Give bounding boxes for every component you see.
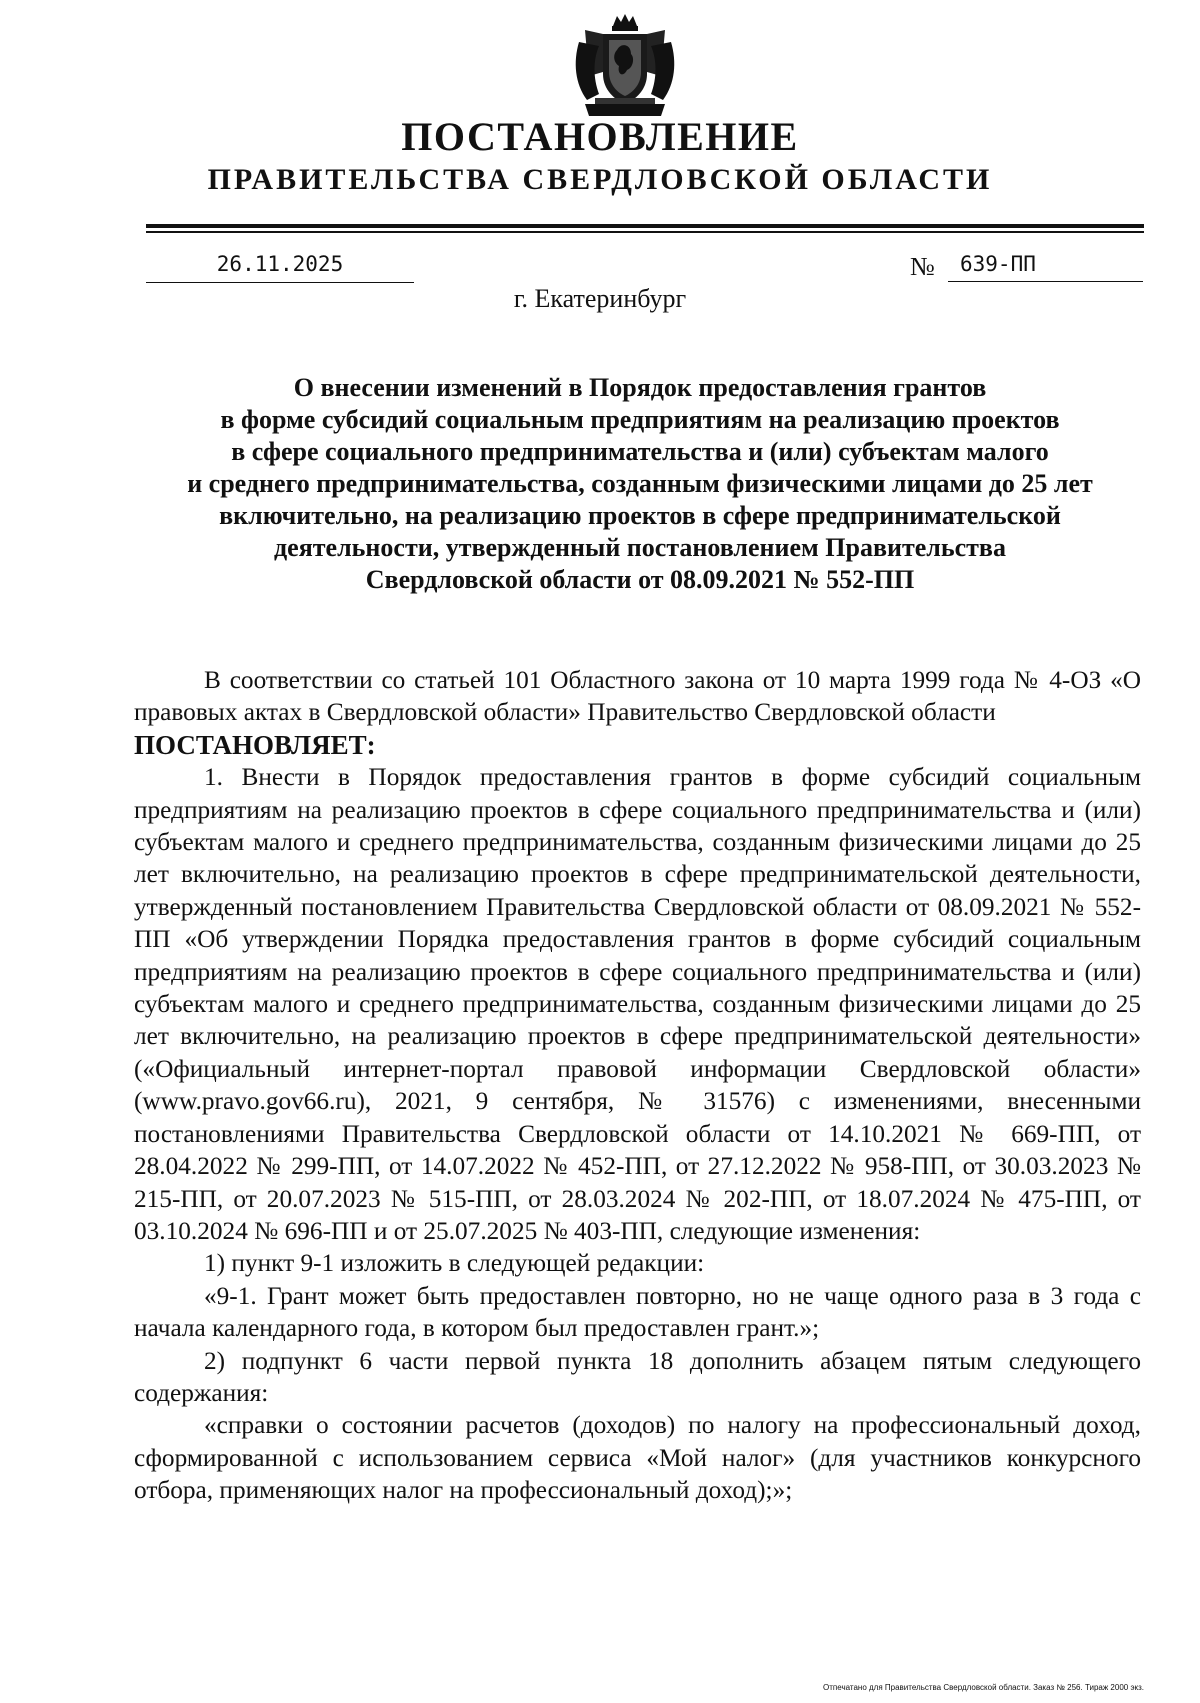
document-number: 639-ПП — [948, 246, 1143, 282]
city-name: г. Екатеринбург — [513, 284, 687, 313]
number-sign: № — [910, 252, 935, 281]
header-divider-thin — [146, 231, 1144, 233]
subitem-1-paragraph: 1) пункт 9-1 изложить в следующей редакции: — [204, 1249, 705, 1278]
resolves-heading: ПОСТАНОВЛЯЕТ: — [134, 729, 376, 760]
heading-line: в форме субсидий социальным предприятиям на реализацию проектов — [220, 405, 1060, 434]
header-divider-thick — [146, 224, 1144, 228]
heading-line: и среднего предпринимательства, созданным физическими лицами до 25 лет — [187, 469, 1093, 498]
heading-line: О внесении изменений в Порядок предоставления грантов — [293, 373, 987, 402]
document-heading — [150, 372, 1130, 596]
heading-line: в сфере социального предпринимательства и (или) субъектам малого — [231, 437, 1049, 466]
print-note: Отпечатано для Правительства Свердловской области. Заказ № 256. Тираж 2000 экз. — [823, 1683, 1144, 1692]
document-title: ПОСТАНОВЛЕНИЕ — [401, 114, 799, 159]
heading-line: деятельности, утвержденный постановлением Правительства — [274, 533, 1006, 562]
quote-2-paragraph: «справки о состоянии расчетов (доходов) по налогу на профессиональный доход, сформированной с использованием сервиса «Мой налог» (для участников конкурсного отбора, применяющих налог на профессиональный доход);»; — [134, 1411, 1141, 1505]
preamble-paragraph: В соответствии со статьей 101 Областного закона от 10 марта 1999 года № 4-ОЗ «О правовых актах в Свердловской области» Правительство Свердловской области — [134, 666, 1141, 727]
quote-1-paragraph: «9-1. Грант может быть предоставлен повторно, но не чаще одного раза в 3 года с начала календарного года, в котором был предоставлен грант.»; — [134, 1281, 1141, 1343]
coat-of-arms-emblem — [565, 12, 685, 122]
issuing-authority: ПРАВИТЕЛЬСТВА СВЕРДЛОВСКОЙ ОБЛАСТИ — [207, 163, 993, 196]
heading-line: Свердловской области от 08.09.2021 № 552-ПП — [365, 565, 915, 594]
item-1-paragraph: 1. Внести в Порядок предоставления грантов в форме субсидий социальным предприятиям на реализацию проектов в сфере социального предпринимательства и (или) субъектам малого и среднего предпринимательства, созданным физическими лицами до 25 лет включительно, на реализацию проектов в сфере предпринимательской деятельности, утвержденный постановлением Правительства Свердловской области от 08.09.2021 № 552-ПП «Об утверждении Порядка предоставления грантов в форме субсидий социальным предприятиям на реализацию проектов в сфере социального предпринимательства и (или) субъектам малого и среднего предпринимательства, созданным физическими лицами до 25 лет включительно, на реализацию проектов в сфере предпринимательской деятельности» («Официальный интернет-портал правовой информации Свердловской области» (www.pravo.gov66.ru), 2021, 9 сентября, № 31576) с изменениями, внесенными постановлениями Правительства Свердловской области от 14.10.2021 № 669-ПП, от 28.04.2022 № 299-ПП, от 14.07.2022 № 452-ПП, от 27.12.2022 № 958-ПП, от 30.03.2023 № 215-ПП, от 20.07.2023 № 515-ПП, от 28.03.2024 № 202-ПП, от 18.07.2024 № 475-ПП, от 03.10.2024 № 696-ПП и от 25.07.2025 № 403-ПП, следующие изменения: — [134, 763, 1141, 1245]
document-date: 26.11.2025 — [146, 246, 414, 283]
document-body — [134, 664, 1141, 1507]
subitem-2-paragraph: 2) подпункт 6 части первой пункта 18 дополнить абзацем пятым следующего содержания: — [134, 1346, 1141, 1407]
heading-line: включительно, на реализацию проектов в сфере предпринимательской — [219, 501, 1061, 530]
